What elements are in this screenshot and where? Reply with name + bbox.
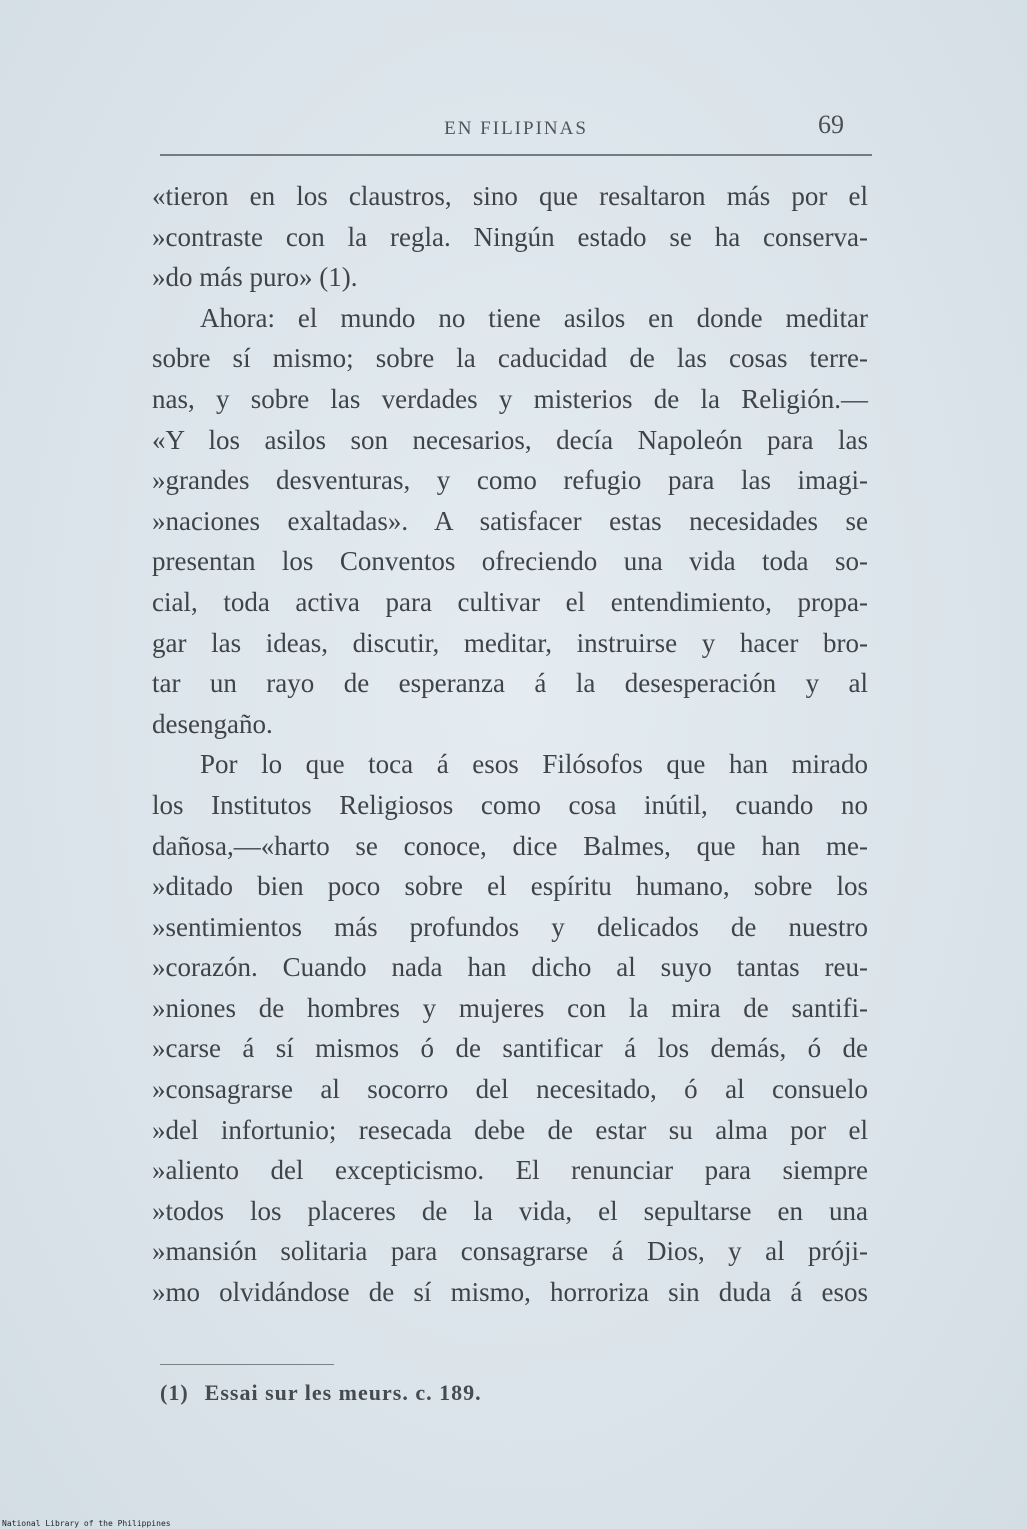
footnote-mark: (1) [160, 1380, 189, 1405]
text-line: »consagrarse al socorro del necesitado, ó al consuelo [152, 1074, 868, 1105]
text-line: »naciones exaltadas». A satisfacer estas necesidades se [152, 505, 868, 536]
footnote-rule [160, 1364, 334, 1365]
text-line: sobre sí mismo; sobre la caducidad de las cosas terre- [152, 343, 868, 374]
text-line: nas, y sobre las verdades y misterios de la Religión.— [152, 383, 868, 414]
text-line: »do más puro» (1). [152, 262, 358, 293]
footnote-text: Essai sur les meurs. c. 189. [204, 1380, 482, 1405]
text-line: presentan los Conventos ofreciendo una vida toda so- [152, 546, 868, 577]
text-line: dañosa,—«harto se conoce, dice Balmes, que han me- [152, 830, 868, 861]
text-line: cial, toda activa para cultivar el entendimiento, propa- [152, 586, 868, 617]
text-line: «Y los asilos son necesarios, decía Napoleón para las [152, 424, 868, 455]
body-text [152, 176, 868, 1313]
text-line: »mansión solitaria para consagrarse á Dios, y al próji- [152, 1236, 868, 1267]
text-line: »del infortunio; resecada debe de estar su alma por el [152, 1114, 868, 1145]
text-line: desengaño. [152, 708, 273, 739]
page-number: 69 [818, 110, 844, 139]
library-credit: National Library of the Philippines [2, 1519, 171, 1528]
page-header [160, 110, 872, 146]
text-line: los Institutos Religiosos como cosa inútil, cuando no [152, 789, 868, 820]
text-line: »sentimientos más profundos y delicados de nuestro [152, 911, 868, 942]
text-line: tar un rayo de esperanza á la desesperación y al [152, 668, 868, 699]
text-line: gar las ideas, discutir, meditar, instruirse y hacer bro- [152, 627, 868, 658]
text-line: »todos los placeres de la vida, el sepultarse en una [152, 1195, 868, 1226]
text-line: »niones de hombres y mujeres con la mira de santifi- [152, 992, 868, 1023]
running-head: EN FILIPINAS [444, 118, 588, 139]
text-line: Ahora: el mundo no tiene asilos en donde meditar [200, 302, 868, 333]
text-line: Por lo que toca á esos Filósofos que han mirado [200, 749, 868, 780]
text-line: »mo olvidándose de sí mismo, horroriza sin duda á esos [152, 1277, 868, 1308]
text-line: »contraste con la regla. Ningún estado se ha conserva- [152, 221, 868, 252]
text-line: »ditado bien poco sobre el espíritu humano, sobre los [152, 871, 868, 902]
text-line: »aliento del excepticismo. El renunciar para siempre [152, 1155, 868, 1186]
text-line: »carse á sí mismos ó de santificar á los demás, ó de [152, 1033, 868, 1064]
text-line: »grandes desventuras, y como refugio para las imagi- [152, 465, 868, 496]
footnote [160, 1380, 860, 1406]
text-line: »corazón. Cuando nada han dicho al suyo tantas reu- [152, 952, 868, 983]
text-line: «tieron en los claustros, sino que resaltaron más por el [152, 181, 868, 211]
header-rule [160, 154, 872, 156]
